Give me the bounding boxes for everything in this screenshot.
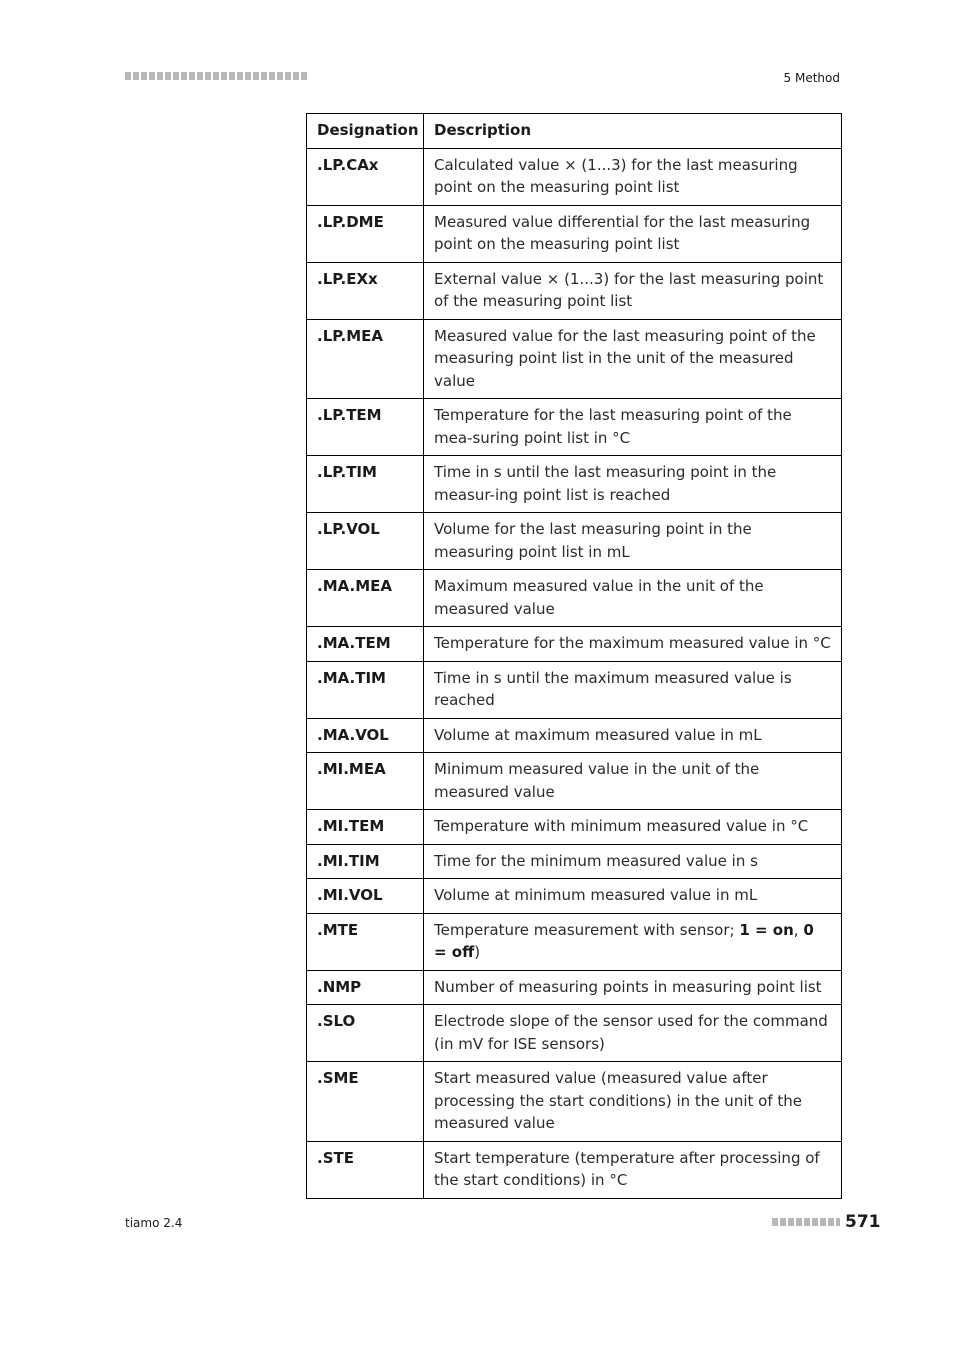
- description-cell: [424, 913, 842, 970]
- description-cell: Time in s until the maximum measured value is reached: [424, 661, 842, 718]
- footer-app-name: tiamo 2.4: [125, 1216, 183, 1230]
- designation-cell: .MA.VOL: [307, 718, 424, 753]
- header-description: Description: [424, 114, 842, 149]
- table-header-row: [307, 114, 842, 149]
- table-row: [307, 913, 842, 970]
- designation-cell: .STE: [307, 1141, 424, 1198]
- header-decoration-marks: [125, 72, 307, 80]
- table-row: [307, 1141, 842, 1198]
- closing-paren: ): [474, 943, 481, 961]
- table-row: [307, 205, 842, 262]
- variables-table: [306, 113, 842, 1199]
- table-row: [307, 627, 842, 662]
- designation-cell: .LP.EXx: [307, 262, 424, 319]
- designation-cell: .MI.VOL: [307, 879, 424, 914]
- designation-cell: .LP.CAx: [307, 148, 424, 205]
- description-cell: Minimum measured value in the unit of the measured value: [424, 753, 842, 810]
- description-cell: Measured value differential for the last measuring point on the measuring point list: [424, 205, 842, 262]
- description-cell: Temperature for the last measuring point of the mea-suring point list in °C: [424, 399, 842, 456]
- table-row: [307, 319, 842, 399]
- chapter-title: 5 Method: [783, 71, 840, 85]
- description-cell: Volume at maximum measured value in mL: [424, 718, 842, 753]
- description-cell: Electrode slope of the sensor used for the command (in mV for ISE sensors): [424, 1005, 842, 1062]
- description-cell: Temperature with minimum measured value in °C: [424, 810, 842, 845]
- page-number: 571: [845, 1212, 881, 1232]
- description-text: Temperature measurement with sensor;: [434, 920, 740, 939]
- designation-cell: .LP.VOL: [307, 513, 424, 570]
- description-cell: Start measured value (measured value after processing the start conditions) in the unit of the measured value: [424, 1062, 842, 1142]
- table-row: [307, 661, 842, 718]
- table-row: [307, 456, 842, 513]
- table-row: [307, 1062, 842, 1142]
- table-row: [307, 879, 842, 914]
- description-cell: Calculated value × (1...3) for the last measuring point on the measuring point list: [424, 148, 842, 205]
- description-cell: Maximum measured value in the unit of the measured value: [424, 570, 842, 627]
- designation-cell: .SME: [307, 1062, 424, 1142]
- table-row: [307, 148, 842, 205]
- designation-cell: .MA.TIM: [307, 661, 424, 718]
- table-row: [307, 810, 842, 845]
- on-value: 1 = on: [739, 920, 794, 939]
- description-cell: Volume for the last measuring point in the measuring point list in mL: [424, 513, 842, 570]
- designation-cell: .MI.TIM: [307, 844, 424, 879]
- designation-cell: .LP.TIM: [307, 456, 424, 513]
- designation-cell: .MA.MEA: [307, 570, 424, 627]
- table-row: [307, 718, 842, 753]
- description-cell: Measured value for the last measuring point of the measuring point list in the unit of the measured value: [424, 319, 842, 399]
- description-cell: Time in s until the last measuring point in the measur-ing point list is reached: [424, 456, 842, 513]
- variables-table-container: [306, 113, 841, 1199]
- description-cell: Number of measuring points in measuring point list: [424, 970, 842, 1005]
- description-cell: Temperature for the maximum measured value in °C: [424, 627, 842, 662]
- table-row: [307, 570, 842, 627]
- table-row: [307, 262, 842, 319]
- designation-cell: .SLO: [307, 1005, 424, 1062]
- description-cell: Time for the minimum measured value in s: [424, 844, 842, 879]
- table-row: [307, 844, 842, 879]
- designation-cell: .MI.MEA: [307, 753, 424, 810]
- description-cell: Volume at minimum measured value in mL: [424, 879, 842, 914]
- off-value: 0 = off: [434, 920, 814, 961]
- table-row: [307, 970, 842, 1005]
- designation-cell: .LP.TEM: [307, 399, 424, 456]
- designation-cell: .LP.MEA: [307, 319, 424, 399]
- separator: ,: [793, 920, 804, 939]
- designation-cell: .MTE: [307, 913, 424, 970]
- description-cell: External value × (1...3) for the last measuring point of the measuring point list: [424, 262, 842, 319]
- designation-cell: .MI.TEM: [307, 810, 424, 845]
- designation-cell: .NMP: [307, 970, 424, 1005]
- table-row: [307, 399, 842, 456]
- table-row: [307, 753, 842, 810]
- header-designation: Designation: [307, 114, 424, 149]
- description-cell: Start temperature (temperature after processing of the start conditions) in °C: [424, 1141, 842, 1198]
- table-row: [307, 1005, 842, 1062]
- designation-cell: .LP.DME: [307, 205, 424, 262]
- designation-cell: .MA.TEM: [307, 627, 424, 662]
- footer-decoration-marks: [772, 1218, 840, 1226]
- table-row: [307, 513, 842, 570]
